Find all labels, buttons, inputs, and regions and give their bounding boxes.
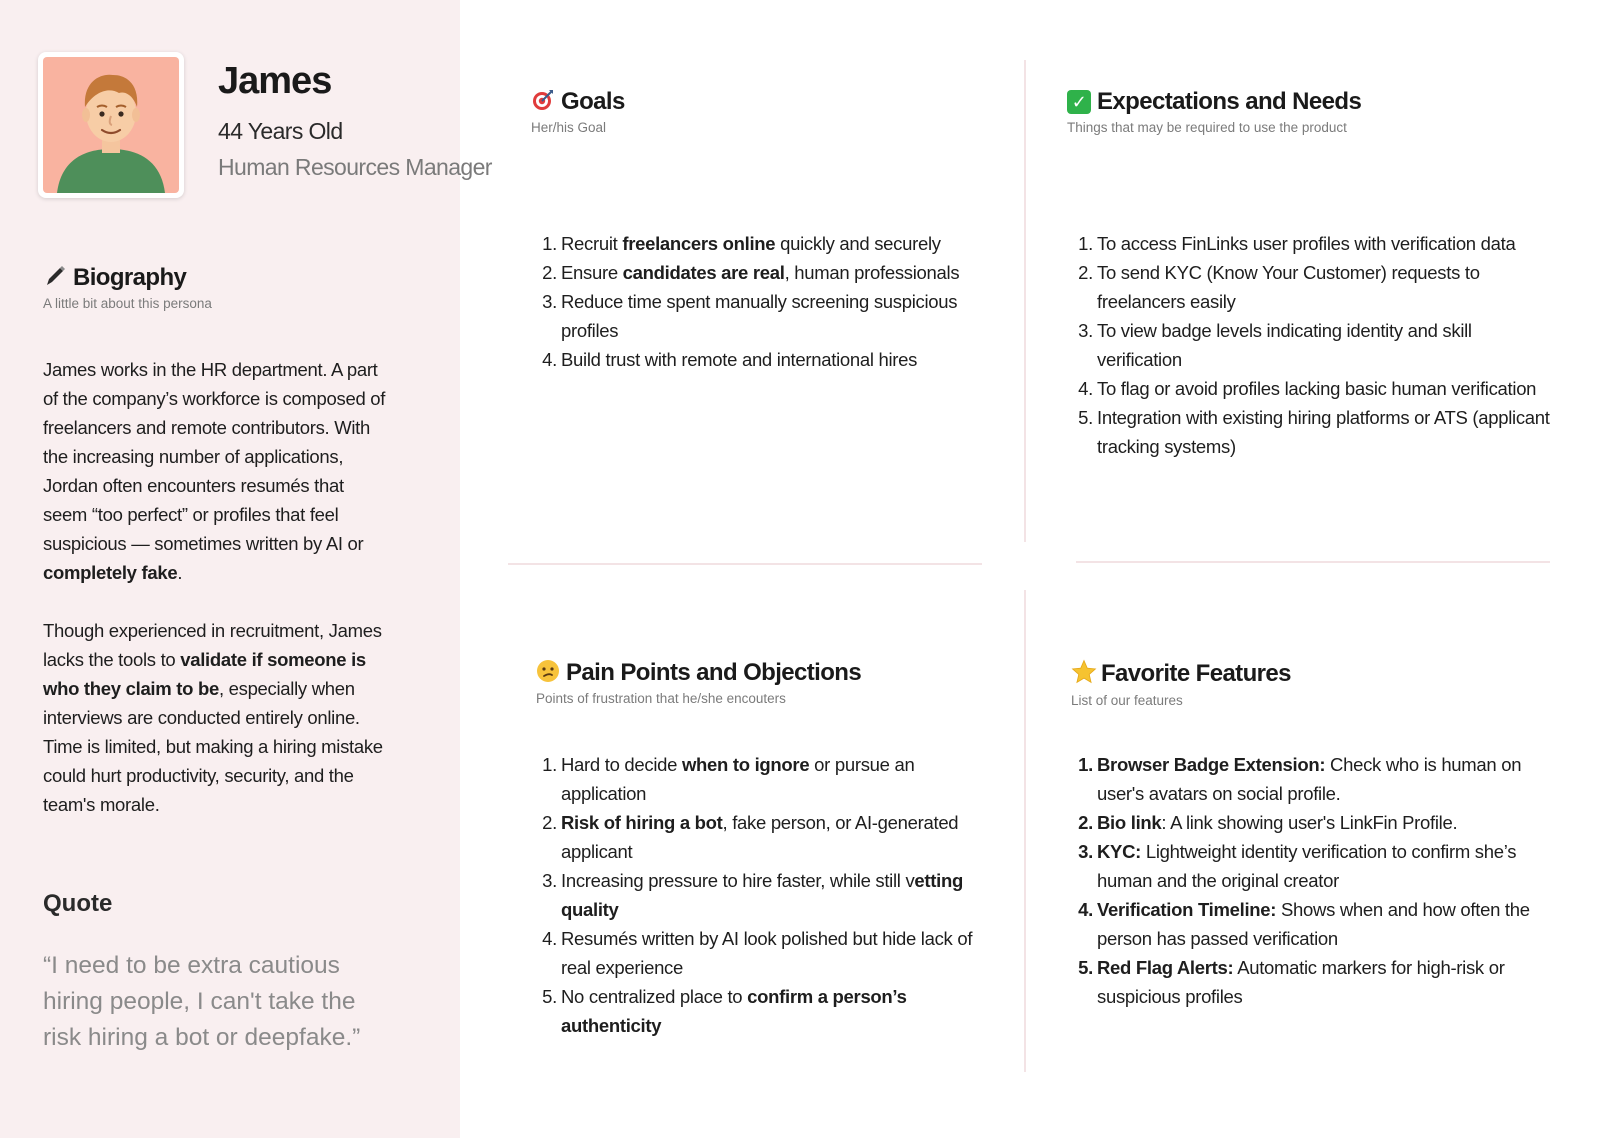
biography-text — [43, 355, 388, 819]
list-item: 2. Bio link: A link showing user's LinkFin Profile. — [1078, 812, 1458, 833]
goals-header — [531, 88, 625, 135]
vertical-divider-bottom — [1024, 590, 1026, 1072]
pain-points-title: Pain Points and Objections — [566, 659, 862, 686]
persona-name: James — [218, 60, 332, 102]
list-item: 3. To view badge levels indicating identity and skill verification — [1078, 320, 1472, 370]
vertical-divider-top — [1024, 60, 1026, 542]
expectations-list — [1073, 229, 1553, 461]
confused-face-icon — [536, 659, 562, 687]
biography-header — [43, 264, 212, 311]
target-icon — [531, 88, 557, 116]
biography-paragraph-2: Though experienced in recruitment, James lacks the tools to validate if someone is who they claim to be, especially when interviews are conducted entirely online. Time is limited, but making a hiring mistake could hurt productivity, security, and the team's morale. — [43, 620, 383, 815]
pain-points-subtitle: Points of frustration that he/she encouters — [536, 691, 786, 706]
list-item: 2. Ensure candidates are real, human professionals — [542, 262, 960, 283]
horizontal-divider-left — [508, 563, 982, 565]
list-item: 3. KYC: Lightweight identity verification to confirm she’s human and the original creator — [1078, 841, 1517, 891]
list-item: 1. Browser Badge Extension: Check who is human on user's avatars on social profile. — [1078, 754, 1522, 804]
persona-sidebar — [0, 0, 492, 1138]
pain-points-list — [537, 750, 987, 1040]
expectations-header — [1067, 88, 1361, 135]
list-item: 1. Hard to decide when to ignore or pursue an application — [542, 754, 915, 804]
list-item: 5. Red Flag Alerts: Automatic markers for high-risk or suspicious profiles — [1078, 957, 1505, 1007]
star-icon — [1071, 659, 1097, 689]
persona-role: Human Resources Manager — [218, 154, 492, 180]
list-item: 4. Build trust with remote and international hires — [542, 349, 918, 370]
goals-title: Goals — [561, 88, 625, 115]
checkmark-icon: ✓ — [1067, 90, 1093, 114]
horizontal-divider-right — [1076, 561, 1550, 563]
list-item: 2. Risk of hiring a bot, fake person, or AI-generated applicant — [542, 812, 959, 862]
list-item: 5. Integration with existing hiring platforms or ATS (applicant tracking systems) — [1078, 407, 1550, 457]
features-header — [1071, 659, 1291, 708]
list-item: 4. Resumés written by AI look polished but hide lack of real experience — [542, 928, 973, 978]
quote-text: “I need to be extra cautious hiring people, I can't take the risk hiring a bot or deepfake.” — [43, 952, 361, 1051]
list-item: 4. To flag or avoid profiles lacking basic human verification — [1078, 378, 1537, 399]
list-item: 4. Verification Timeline: Shows when and how often the person has passed verification — [1078, 899, 1530, 949]
goals-subtitle: Her/his Goal — [531, 120, 607, 135]
list-item: 5. No centralized place to confirm a person’s authenticity — [542, 986, 907, 1036]
list-item: 2. To send KYC (Know Your Customer) requests to freelancers easily — [1078, 262, 1480, 312]
quote-title: Quote — [43, 890, 113, 917]
pen-icon — [43, 264, 69, 292]
list-item: 3. Increasing pressure to hire faster, while still vetting quality — [542, 870, 963, 920]
list-item: 3. Reduce time spent manually screening suspicious profiles — [542, 291, 958, 341]
goals-list — [537, 229, 977, 374]
biography-subtitle: A little bit about this persona — [43, 296, 212, 311]
pain-points-header — [536, 659, 861, 706]
biography-paragraph-1: James works in the HR department. A part of the company’s workforce is composed of freelancers and remote contributors. With the increasing number of applications, Jordan often encounters resumés that seem “too perfect” or profiles that feel suspicious — sometimes written by AI or completely fake. — [43, 359, 386, 583]
biography-title: Biography — [73, 264, 187, 291]
persona-age: 44 Years Old — [218, 118, 343, 144]
features-title: Favorite Features — [1101, 660, 1291, 687]
list-item: 1. Recruit freelancers online quickly and securely — [542, 233, 941, 254]
avatar — [38, 52, 184, 198]
expectations-title: Expectations and Needs — [1097, 88, 1362, 115]
list-item: 1. To access FinLinks user profiles with verification data — [1078, 233, 1516, 254]
features-list — [1073, 750, 1558, 1011]
features-subtitle: List of our features — [1071, 693, 1183, 708]
expectations-subtitle: Things that may be required to use the product — [1067, 120, 1347, 135]
avatar-illustration-icon — [43, 57, 179, 193]
